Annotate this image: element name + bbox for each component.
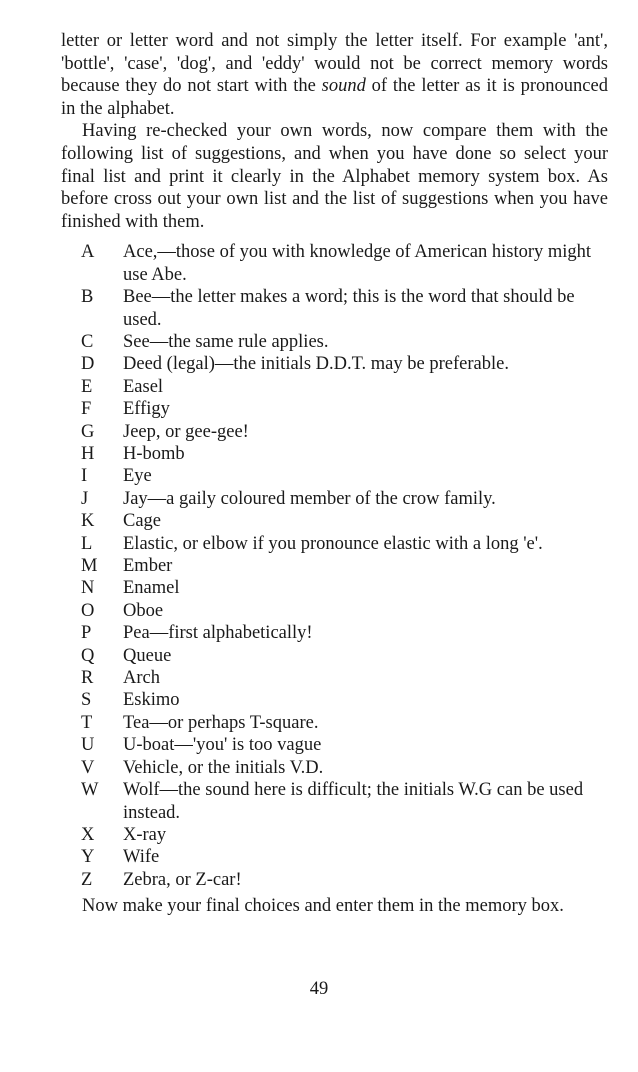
list-item-letter: W [81, 780, 99, 801]
list-item-letter: A [81, 242, 95, 263]
list-item-text: Bee—the letter makes a word; this is the word that should be used. [123, 287, 575, 330]
list-item [61, 667, 608, 689]
list-item [61, 510, 608, 532]
list-item-letter: D [81, 354, 95, 375]
list-item-letter: C [81, 331, 94, 352]
list-item-text: Zebra, or Z-car! [123, 869, 242, 890]
paragraph-instructions: Having re-checked your own words, now compare them with the following list of suggestions, and when you have done so select your final list and print it clearly in the Alphabet memory system box. As before cross out your own list and the list of suggestions when you have finished with them. [61, 121, 608, 232]
list-item [61, 286, 608, 331]
list-item [61, 689, 608, 711]
list-item-letter: U [81, 735, 95, 756]
list-item-text: Elastic, or elbow if you pronounce elastic with a long 'e'. [123, 533, 543, 554]
page-body [61, 30, 608, 918]
list-item-letter: T [81, 712, 93, 733]
paragraph-final: Now make your final choices and enter them in the memory box. [82, 896, 564, 917]
list-item [61, 577, 608, 599]
list-item-letter: Z [81, 869, 93, 890]
list-item-letter: B [81, 287, 94, 308]
list-item [61, 712, 608, 734]
list-item-text: Ace,—those of you with knowledge of American history might use Abe. [123, 242, 592, 285]
suggestion-list [61, 241, 608, 891]
list-item-letter: I [81, 466, 88, 487]
list-item-text: Ember [123, 556, 173, 577]
list-item [61, 241, 608, 286]
list-item-text: X-ray [123, 824, 167, 845]
list-item-text: Easel [123, 376, 164, 397]
list-item [61, 622, 608, 644]
list-item [61, 376, 608, 398]
list-item [61, 846, 608, 868]
paragraph-continuation [61, 30, 608, 120]
list-item-text: Arch [123, 668, 160, 689]
list-item-letter: E [81, 376, 93, 397]
list-item [61, 779, 608, 824]
list-item-text: Enamel [123, 578, 180, 599]
list-item-text: Deed (legal)—the initials D.D.T. may be preferable. [123, 354, 509, 375]
list-item [61, 398, 608, 420]
list-item [61, 353, 608, 375]
list-item [61, 331, 608, 353]
list-item [61, 869, 608, 891]
list-item [61, 443, 608, 465]
list-item-text: Wolf—the sound here is difficult; the initials W.G can be used instead. [123, 780, 584, 823]
list-item-letter: S [81, 690, 92, 711]
list-item-text: Pea—first alphabetically! [123, 623, 313, 644]
list-item-letter: H [81, 444, 95, 464]
list-item [61, 600, 608, 622]
list-item-letter: Q [81, 645, 95, 666]
list-item [61, 465, 608, 487]
list-item-letter: K [81, 511, 95, 532]
list-item-letter: L [81, 533, 93, 554]
list-item-letter: F [81, 399, 92, 420]
list-item-letter: M [81, 556, 98, 577]
list-item-letter: V [81, 757, 95, 778]
list-item-text: Eskimo [123, 690, 180, 711]
list-item-text: U-boat—'you' is too vague [123, 735, 322, 756]
list-item [61, 555, 608, 577]
list-item-letter: R [81, 668, 94, 689]
list-item-text: Oboe [123, 600, 164, 621]
list-item-text: Wife [123, 847, 160, 868]
list-item-text: Effigy [123, 399, 170, 420]
list-item-letter: X [81, 824, 95, 845]
list-item-text: Jeep, or gee-gee! [123, 421, 249, 442]
paragraph-continuation-text: letter or letter word and not simply the letter itself. For example 'ant', 'bottle', 'case', 'dog', and 'eddy' would not be correct memory words because they do not start with the [61, 31, 608, 97]
list-item [61, 645, 608, 667]
page-number: 49 [309, 979, 329, 999]
list-item-text: Jay—a gaily coloured member of the crow family. [123, 488, 496, 509]
paragraph-continuation-end: of the letter as it is pronounced in the alphabet. [61, 76, 608, 119]
list-item-letter: J [81, 488, 89, 509]
list-item [61, 533, 608, 555]
list-item-text: See—the same rule applies. [123, 331, 329, 352]
list-item [61, 488, 608, 510]
list-item-text: Tea—or perhaps T-square. [123, 712, 319, 733]
list-item-letter: G [81, 421, 95, 442]
list-item-text: H-bomb [123, 444, 185, 464]
list-item [61, 824, 608, 846]
list-item-text: Cage [123, 511, 162, 532]
list-item [61, 757, 608, 779]
list-item [61, 734, 608, 756]
list-item-letter: Y [81, 847, 95, 868]
emphasis-sound: sound [321, 76, 366, 97]
list-item-text: Eye [123, 466, 152, 487]
list-item-letter: O [81, 600, 95, 621]
list-item-letter: P [81, 623, 92, 644]
list-item-text: Queue [123, 645, 172, 666]
list-item [61, 421, 608, 443]
list-item-text: Vehicle, or the initials V.D. [123, 757, 324, 778]
list-item-letter: N [81, 578, 95, 599]
